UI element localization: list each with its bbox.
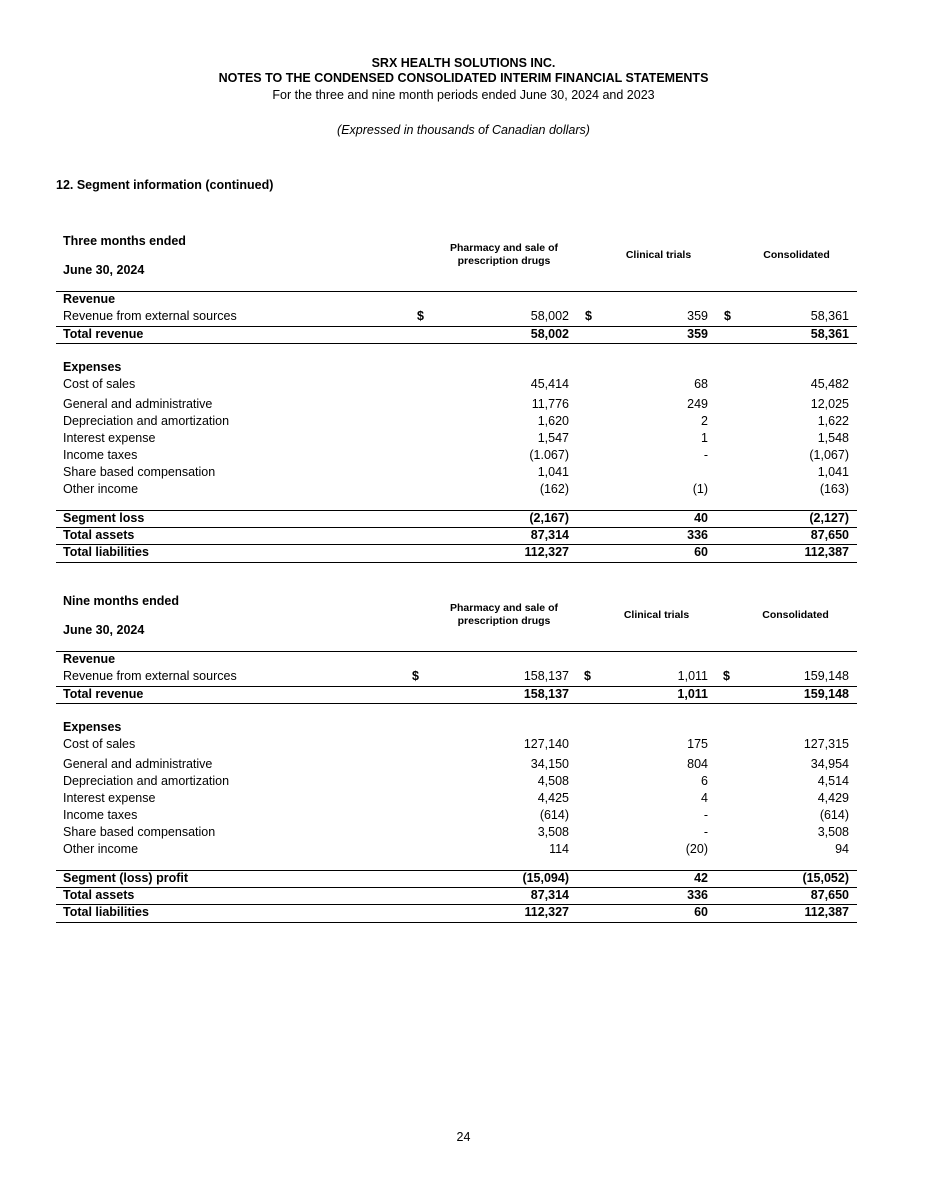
period-subtitle: For the three and nine month periods ended June 30, 2024 and 2023 [272,88,655,102]
expense-clinical: 4 [701,791,708,805]
expense-row [56,790,857,807]
segment-row: Segment loss (2,167) 40 (2,127) [63,511,849,525]
expense-consolidated: 45,482 [810,377,849,391]
expense-pharmacy: 4,425 [537,791,569,805]
company-name: SRX HEALTH SOLUTIONS INC. [371,56,556,70]
expense-row [56,430,857,447]
section-title: 12. Segment information (continued) [56,178,274,192]
expense-pharmacy: (614) [539,808,569,822]
expense-consolidated: (1,067) [809,448,849,462]
expense-clinical: (1) [692,482,708,496]
expense-label: Income taxes [63,448,138,462]
expense-pharmacy: (162) [539,482,569,496]
col-clinical-header: Clinical trials [623,609,690,621]
expense-row [56,824,857,841]
expense-pharmacy: (1.067) [529,448,569,462]
table-title: Three months ended [63,234,186,248]
expense-label: Share based compensation [63,825,216,839]
expense-row [56,756,857,773]
row-rule [56,922,857,923]
revenue-heading: Revenue [63,652,116,666]
expense-clinical: 68 [694,377,708,391]
total-revenue-row: Total revenue 58,002 359 58,361 [63,327,849,341]
expense-pharmacy: 4,508 [537,774,569,788]
row-rule [56,562,857,563]
expense-row [56,773,857,790]
expense-consolidated: 4,429 [817,791,849,805]
expense-label: Income taxes [63,808,138,822]
table-title: Nine months ended [63,594,179,608]
expense-label: Depreciation and amortization [63,774,230,788]
revenue-heading: Revenue [63,292,116,306]
expense-consolidated: 1,622 [817,414,849,428]
expense-label: Other income [63,482,139,496]
expense-consolidated: (614) [819,808,849,822]
expense-consolidated: 1,041 [817,465,849,479]
expense-row [56,376,857,393]
expense-consolidated: 3,508 [817,825,849,839]
col-clinical-header: Clinical trials [625,249,692,261]
table-date: June 30, 2024 [63,623,145,637]
expense-row [56,447,857,464]
expense-clinical: 1 [701,431,708,445]
expense-label: Share based compensation [63,465,216,479]
expense-pharmacy: 1,041 [537,465,569,479]
expense-label: General and administrative [63,757,213,771]
expense-clinical: - [703,825,708,839]
expense-row [56,396,857,413]
expense-pharmacy: 3,508 [537,825,569,839]
expense-clinical: 2 [701,414,708,428]
table-row: Revenue from external sources $ 58,002 $ 359 $ 58,361 [63,309,849,323]
table-date: June 30, 2024 [63,263,145,277]
expense-consolidated: 94 [835,842,849,856]
expense-label: Cost of sales [63,737,136,751]
assets-row: Total assets 87,314 336 87,650 [63,888,849,902]
row-rule [56,343,857,344]
expense-row [56,736,857,753]
expense-row [56,481,857,498]
expenses-heading: Expenses [63,720,122,734]
expense-row [56,807,857,824]
expense-label: Interest expense [63,791,156,805]
expense-label: General and administrative [63,397,213,411]
expense-clinical: (20) [685,842,708,856]
expense-label: Cost of sales [63,377,136,391]
assets-row: Total assets 87,314 336 87,650 [63,528,849,542]
row-rule [56,703,857,704]
page-number: 24 [456,1130,471,1144]
liabilities-row: Total liabilities 112,327 60 112,387 [63,545,849,559]
expense-clinical: 249 [687,397,708,411]
expense-consolidated: 12,025 [810,397,849,411]
expense-label: Other income [63,842,139,856]
expense-clinical: - [703,808,708,822]
col-pharmacy-header: Pharmacy and sale of prescription drugs [450,602,558,627]
expense-pharmacy: 34,150 [530,757,569,771]
expenses-heading: Expenses [63,360,122,374]
expense-clinical: 175 [687,737,708,751]
expense-label: Interest expense [63,431,156,445]
expense-row [56,413,857,430]
liabilities-row: Total liabilities 112,327 60 112,387 [63,905,849,919]
currency-note: (Expressed in thousands of Canadian dollars) [337,123,590,137]
col-consolidated-header: Consolidated [763,249,830,261]
expense-pharmacy: 1,547 [537,431,569,445]
expense-label: Depreciation and amortization [63,414,230,428]
col-pharmacy-header: Pharmacy and sale of prescription drugs [450,242,558,267]
expense-consolidated: (163) [819,482,849,496]
expense-consolidated: 1,548 [817,431,849,445]
expense-consolidated: 34,954 [810,757,849,771]
expense-pharmacy: 1,620 [537,414,569,428]
col-consolidated-header: Consolidated [762,609,829,621]
expense-pharmacy: 114 [549,842,569,856]
expense-clinical: - [703,448,708,462]
expense-clinical: 6 [701,774,708,788]
expense-consolidated: 127,315 [803,737,849,751]
expense-consolidated: 4,514 [817,774,849,788]
expense-row [56,464,857,481]
segment-row: Segment (loss) profit (15,094) 42 (15,052) [63,871,849,885]
expense-pharmacy: 11,776 [531,397,569,411]
notes-title: NOTES TO THE CONDENSED CONSOLIDATED INTERIM FINANCIAL STATEMENTS [218,71,709,85]
expense-clinical: 804 [687,757,708,771]
expense-pharmacy: 127,140 [523,737,569,751]
expense-pharmacy: 45,414 [530,377,569,391]
expense-row [56,841,857,858]
table-row: Revenue from external sources $ 158,137 $ 1,011 $ 159,148 [63,669,849,683]
total-revenue-row: Total revenue 158,137 1,011 159,148 [63,687,849,701]
